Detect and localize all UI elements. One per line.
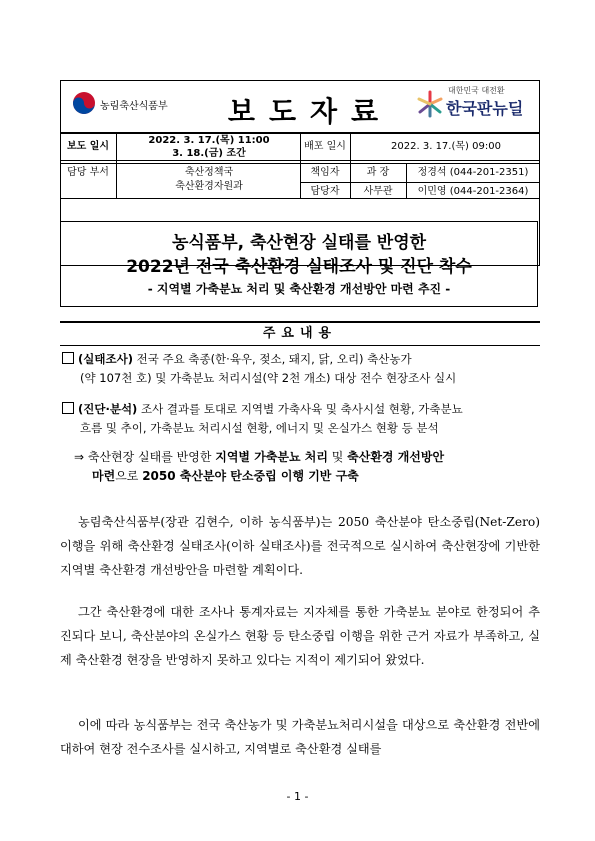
headline-subtitle: - 지역별 가축분뇨 처리 및 축산환경 개선방안 마련 추진 - <box>147 282 451 296</box>
dist-date-label: 배포 일시 <box>304 141 346 152</box>
headline-box <box>60 221 538 307</box>
summary-item-analysis: (진단·분석) 조사 결과를 토대로 지역별 가축사육 및 축사시설 현황, 가축분뇨 흐름 및 추이, 가축분뇨 처리시설 현황, 에너지 및 온실가스 현황 등 분석 <box>62 400 540 438</box>
dept-line2: 축산환경자원과 <box>175 181 243 192</box>
checkbox-square-icon <box>62 352 74 364</box>
dept-label: 담당 부서 <box>67 167 109 178</box>
summary-conclusion: ⇒ 축산현장 실태를 반영한 지역별 가축분뇨 처리 및 축산환경 개선방안 마련으로 2050 축산분야 탄소중립 이행 기반 구축 <box>74 450 445 483</box>
brand-tagline: 대한민국 대전환 <box>448 86 505 95</box>
new-deal-star-icon <box>416 90 444 118</box>
report-date-line1: 2022. 3. 17.(목) 11:00 <box>148 135 270 146</box>
responsible-label: 책임자 <box>310 167 340 178</box>
taegeuk-emblem-icon <box>72 91 96 115</box>
checkbox-square-icon <box>62 402 74 414</box>
ministry-logo <box>70 88 200 118</box>
headline-line2: 2022년 전국 축산환경 실태조사 및 진단 착수 <box>126 257 472 277</box>
body-paragraph-1: 농림축산식품부(장관 김현수, 이하 농식품부)는 2050 축산분야 탄소중립(Net-Zero) 이행을 위해 축산환경 실태조사(이하 실태조사)를 전국적으로 실시하여 축산현장에 기반한 지역별 축산환경 개선방안을 마련할 계획이다. <box>60 515 540 577</box>
body-paragraph-3: 이에 따라 농식품부는 전국 축산농가 및 가축분뇨처리시설을 대상으로 축산환경 전반에 대하여 현장 전수조사를 실시하고, 지역별로 축산환경 실태를 <box>60 718 540 756</box>
korean-new-deal-logo <box>410 84 538 120</box>
ministry-name: 농림축산식품부 <box>100 101 168 112</box>
summary-item-survey: (실태조사) 전국 주요 축종(한·육우, 젖소, 돼지, 닭, 오리) 축산농가 (약 107천 호) 및 가축분뇨 처리시설(약 2천 개소) 대상 전수 현장조사 실시 <box>62 350 540 388</box>
dist-date: 2022. 3. 17.(목) 09:00 <box>391 141 501 152</box>
contact-name: 이민영 (044-201-2364) <box>417 186 529 197</box>
responsible-name: 정경석 (044-201-2351) <box>417 167 529 178</box>
headline-line1: 농식품부, 축산현장 실태를 반영한 <box>171 233 427 253</box>
body-paragraph-2: 그간 축산환경에 대한 조사나 통계자료는 지자체를 통한 가축분뇨 분야로 한정되어 추진되다 보니, 축산분야의 온실가스 현황 등 탄소중립 이행을 위한 근거 자료가 부족하고, 실제 축산환경 현장을 반영하지 못하고 있다는 지적이 제기되어 왔었다. <box>60 605 540 667</box>
page-number: - 1 - <box>286 790 309 803</box>
contact-label: 담당자 <box>310 186 340 197</box>
summary-heading: 주요내용 <box>60 321 540 346</box>
report-date-line2: 3. 18.(금) 조간 <box>172 148 246 159</box>
doc-title: 보도자료 <box>227 95 393 128</box>
dept-line1: 축산정책국 <box>184 167 234 178</box>
brand-name: 한국판뉴딜 <box>446 99 524 118</box>
responsible-title: 과 장 <box>366 167 390 178</box>
contact-title: 사무관 <box>363 186 393 197</box>
report-date-label: 보도 일시 <box>66 141 110 152</box>
